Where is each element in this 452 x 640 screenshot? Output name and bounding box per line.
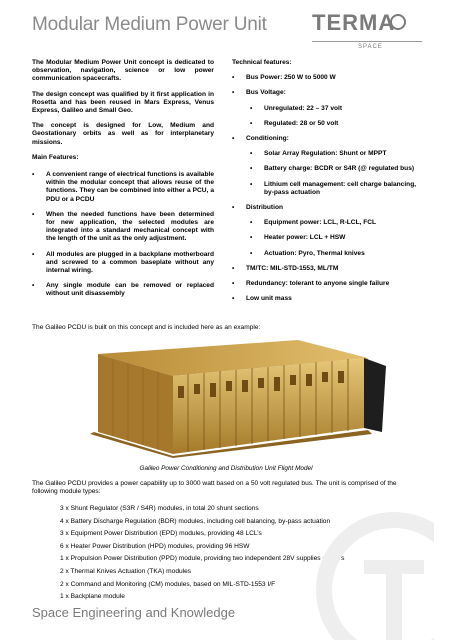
list-item: 4 x Battery Discharge Regulation (BDR) modules, including cell balancing, by-pass actuation [60,517,331,525]
footer-tagline: Space Engineering and Knowledge [32,605,236,620]
page-title: Modular Medium Power Unit [32,14,267,35]
logo-mark-icon [390,14,406,30]
list-item: • Actuation: Pyro, Thermal knives [250,250,424,258]
tech-features-heading: Technical features: [232,59,292,66]
distribution-list [232,219,424,258]
list-item: • Solar Array Regulation: Shunt or MPPT [250,150,424,158]
list-item: • Heater power: LCL + HSW [250,234,424,242]
tech-features-list [232,74,424,97]
logo-subtitle: SPACE [354,44,387,50]
list-item: • Regulated: 28 or 50 volt [250,120,424,128]
figure-caption: Galileo Power Conditioning and Distribution Unit Flight Model [139,465,313,472]
list-item: • Conditioning: [232,135,424,143]
list-item: 2 x Thermal Knives Actuation (TKA) modules [60,567,192,575]
intro-paragraph-3: The concept is designed for Low, Medium and Geostationary orbits as well as for interplanetary missions. [32,122,214,146]
features-heading: Main Features: [32,153,79,161]
bus-voltage-list [232,105,424,128]
list-item: 2 x Command and Monitoring (CM) modules, based on MIL-STD-1553 I/F [60,580,276,588]
list-item: • Bus Power: 250 W to 5000 W [232,74,424,82]
left-column [32,59,214,306]
list-item: • Low unit mass [232,295,424,303]
conditioning-list [232,150,424,197]
list-item: 3 x Equipment Power Distribution (EPD) modules, providing 48 LCL’s [60,530,262,538]
conditioning-group [232,135,424,143]
list-item: 1 x Propulsion Power Distribution (PPD) module, providing two independent 28V supplies + LCL’s [60,555,345,563]
description-paragraph: The Galileo PCDU provides a power capability up to 3000 watt based on a 50 volt regulated bus. The unit is comprised of the following module types: [32,480,397,496]
logo-divider [312,41,422,42]
list-item: • Equipment power: LCL, R-LCL, FCL [250,219,424,227]
list-item: • A convenient range of electrical functions is available within the modular concept that allows reuse of the functions. They can be combined into either a PCU, a PDU or a PCDU [32,171,214,204]
list-item: • Bus Voltage: [232,89,424,97]
list-item: • Unregulated: 22 – 37 volt [250,105,424,113]
logo-word: TERMA [312,10,396,35]
pcdu-photo [68,336,388,458]
distribution-group [232,204,424,212]
list-item: • Distribution [232,204,424,212]
list-item: • Redundancy: tolerant to anyone single failure [232,280,424,288]
terma-logo [312,10,422,50]
right-column [232,59,424,310]
features-list [32,171,214,299]
list-item: • Battery charge: BCDR or S4R (@ regulated bus) [250,165,424,173]
list-item: • Any single module can be removed or replaced without unit disassembly [32,282,214,298]
list-item: • Lithium cell management: cell charge balancing, by-pass actuation [250,181,424,197]
figure-intro: The Galileo PCDU is built on this concept and is included here as an example: [32,324,261,331]
other-features-list [232,265,424,304]
list-item: 1 x Backplane module [60,593,125,601]
intro-paragraph-2: The design concept was qualified by it first application in Rosetta and has been reused in Mars Express, Venus Express, Galileo and Small Geo. [32,90,214,115]
list-item: 6 x Heater Power Distribution (HPD) modules, providing 96 HSW [60,542,250,550]
list-item: 3 x Shunt Regulator (S3R / S4R) modules, in total 20 shunt sections [60,505,259,512]
list-item: • When the needed functions have been determined for new application, the selected modules are integrated into a standard mechanical concept with the length of the unit as the only adjustment. [32,211,214,244]
list-item: • TM/TC: MIL-STD-1553, ML/TM [232,265,424,273]
list-item: • All modules are plugged in a backplane motherboard and screwed to a common baseplate without any internal wiring. [32,251,214,276]
terma-watermark-icon [294,490,434,640]
intro-paragraph-1: The Modular Medium Power Unit concept is dedicated to observation, navigation, science or low power communication spacecrafts. [32,59,214,83]
